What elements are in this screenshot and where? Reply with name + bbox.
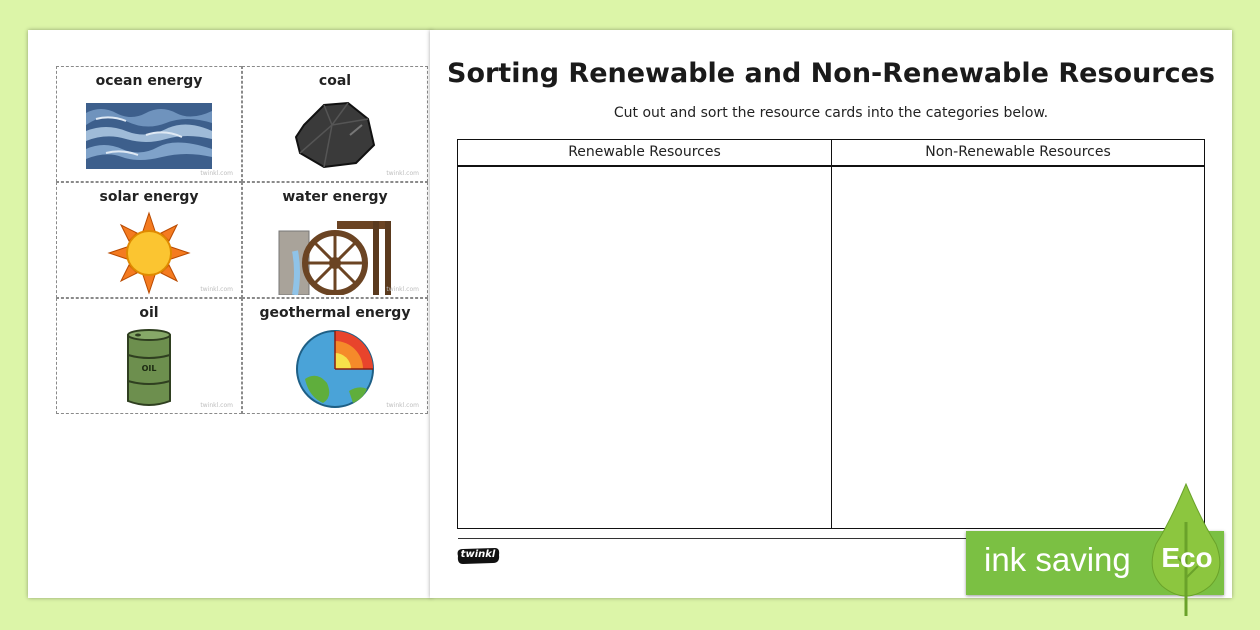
ink-saving-text: ink saving — [984, 541, 1131, 578]
card-water-energy — [242, 182, 428, 298]
twinkl-logo-text: twinkl — [460, 549, 496, 560]
ocean-waves-image — [57, 95, 241, 179]
card-label: geothermal energy — [259, 305, 411, 321]
card-label: ocean energy — [95, 73, 203, 89]
card-solar-energy — [56, 182, 242, 298]
renewable-header: Renewable Resources — [458, 140, 831, 167]
watermark: twinkl.com — [386, 170, 419, 177]
sorting-table — [457, 139, 1205, 529]
card-label: coal — [318, 73, 352, 89]
card-geothermal-energy — [242, 298, 428, 414]
card-label: oil — [139, 305, 159, 321]
coal-lump-image — [243, 95, 427, 179]
oil-drum-image — [57, 327, 241, 411]
drum-label: OIL — [141, 364, 157, 373]
earth-core-image — [243, 327, 427, 411]
watermark: twinkl.com — [200, 170, 233, 177]
non-renewable-column — [832, 140, 1204, 528]
non-renewable-header: Non-Renewable Resources — [832, 140, 1204, 167]
card-label: water energy — [282, 189, 388, 205]
card-label: solar energy — [99, 189, 199, 205]
worksheet-title: Sorting Renewable and Non-Renewable Resources — [447, 58, 1215, 89]
watermark: twinkl.com — [386, 402, 419, 409]
card-ocean-energy — [56, 66, 242, 182]
sun-image — [57, 211, 241, 295]
twinkl-logo — [455, 546, 501, 566]
watermark: twinkl.com — [386, 286, 419, 293]
renewable-column — [458, 140, 832, 528]
eco-label: Eco — [1161, 542, 1213, 573]
card-oil — [56, 298, 242, 414]
watermark: twinkl.com — [200, 286, 233, 293]
card-coal — [242, 66, 428, 182]
worksheet-subtitle: Cut out and sort the resource cards into the categories below. — [613, 105, 1049, 121]
watermark: twinkl.com — [200, 402, 233, 409]
water-wheel-image — [243, 211, 427, 295]
